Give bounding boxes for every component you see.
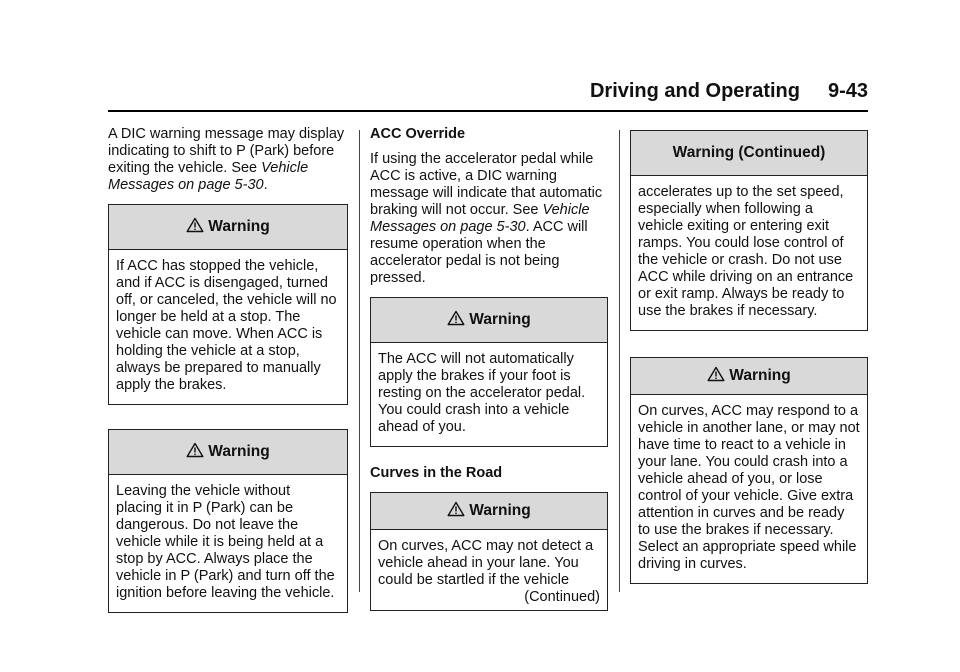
warning-box — [108, 204, 348, 405]
column-divider — [619, 130, 620, 592]
intro-paragraph: A DIC warning message may display indicating to shift to P (Park) before exiting the vehicle. See Vehicle Messages on page 5-30. — [108, 126, 345, 193]
warning-text-wrap — [371, 530, 607, 610]
warning-text: accelerates up to the set speed, especially when following a vehicle exiting or entering exit ramps. You could lose control of the vehicle or crash. Do not use ACC while driving on an entrance or exit ramp. Always be ready to use the brakes if necessary. — [638, 184, 854, 319]
warning-header — [371, 493, 607, 530]
warning-title: Warning — [208, 218, 270, 235]
warning-header — [631, 131, 867, 176]
warning-title: Warning — [469, 502, 531, 519]
page-number: 9-43 — [827, 80, 868, 102]
warning-header — [109, 430, 347, 475]
warning-header — [109, 205, 347, 250]
warning-header — [371, 298, 607, 343]
warning-triangle-icon — [186, 442, 204, 458]
warning-text: If ACC has stopped the vehicle, and if ACC is disengaged, turned off, or canceled, the vehicle will no longer be held at a stop. The vehicle can move. When ACC is holding the vehicle at a stop, always be prepared to manually apply the brakes. — [116, 258, 337, 393]
cross-reference: Vehicle Messages on page 5-30 — [108, 160, 309, 193]
header-rule — [108, 110, 868, 112]
override-paragraph: If using the accelerator pedal while ACC is active, a DIC warning message will indicate that automatic braking will not occur. See Vehicle Messages on page 5-30. ACC will resume operation when the accelerator pedal is not being pressed. — [370, 151, 603, 286]
column-3 — [630, 130, 868, 584]
warning-box — [370, 297, 608, 447]
warning-triangle-icon — [447, 310, 465, 326]
warning-triangle-icon — [186, 217, 204, 233]
warning-triangle-icon — [707, 366, 725, 382]
warning-box — [370, 492, 608, 611]
warning-triangle-icon — [447, 501, 465, 517]
warning-header — [631, 358, 867, 395]
column-divider — [359, 130, 360, 592]
warning-title: Warning (Continued) — [672, 144, 826, 161]
page-header — [108, 80, 868, 110]
warning-title: Warning — [469, 311, 531, 328]
section-heading: Curves in the Road — [370, 465, 503, 481]
warning-box — [630, 130, 868, 331]
section-heading: ACC Override — [370, 126, 466, 142]
column-1 — [108, 126, 348, 613]
cross-reference: Vehicle Messages on page 5-30 — [370, 202, 590, 235]
warning-box — [108, 429, 348, 613]
header-title: Driving and Operating — [589, 80, 800, 102]
warning-text: The ACC will not automatically apply the brakes if your foot is resting on the accelerator pedal. You could crash into a vehicle ahead of you. — [378, 351, 586, 435]
warning-text: On curves, ACC may not detect a vehicle ahead in your lane. You could be startled if the vehicle — [378, 538, 594, 588]
warning-text: On curves, ACC may respond to a vehicle in another lane, or may not have time to react to a vehicle in your lane. You could crash into a vehicle ahead of you, or lose control of your vehicle. Give extra attention in curves and be ready to use the brakes if necessary. Select an appropriate speed while driving in curves. — [638, 403, 860, 572]
continued-label: (Continued) — [524, 589, 600, 605]
column-2 — [370, 126, 608, 611]
warning-text: Leaving the vehicle without placing it in P (Park) can be dangerous. Do not leave the vehicle while it is being held at a stop by ACC. Always place the vehicle in P (Park) and turn off the ignition before leaving the vehicle. — [116, 483, 335, 601]
warning-title: Warning — [208, 443, 270, 460]
warning-box — [630, 357, 868, 584]
warning-title: Warning — [729, 367, 791, 384]
